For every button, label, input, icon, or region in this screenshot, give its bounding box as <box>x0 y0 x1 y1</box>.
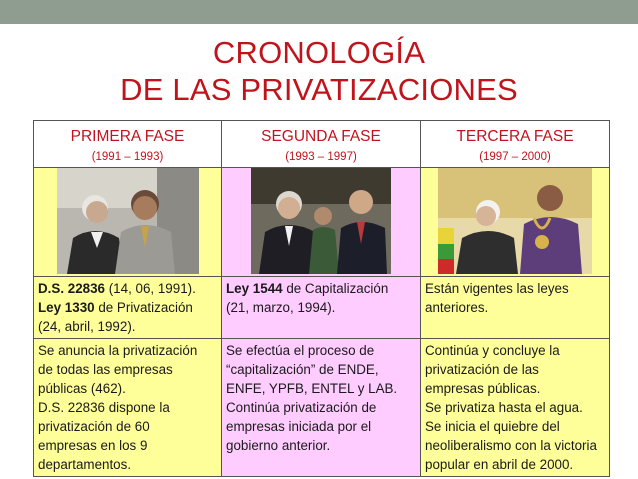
description-line: privatización de las <box>425 362 539 377</box>
decree-line: (24, abril, 1992). <box>38 319 136 334</box>
description-cell-1 <box>34 339 222 477</box>
decree-line <box>38 279 218 298</box>
phase-header-2 <box>222 121 421 168</box>
decree-id: D.S. 22836 <box>38 281 105 296</box>
phase-name: TERCERA FASE <box>456 128 574 145</box>
phase-years: (1997 – 2000) <box>479 151 551 163</box>
law-name: de Privatización <box>94 300 193 315</box>
description-line: D.S. 22836 dispone la <box>38 400 170 415</box>
decree-line: (21, marzo, 1994). <box>226 300 336 315</box>
phase-1-photo <box>57 168 199 274</box>
description-line: Se inicia el quiebre del <box>425 419 560 434</box>
description-line: “capitalización” de ENDE, <box>226 362 379 377</box>
photo-row <box>34 168 610 277</box>
description-line: de todas las empresas <box>38 362 173 377</box>
law-id: Ley 1330 <box>38 300 95 315</box>
description-line: empresas en los 9 <box>38 438 148 453</box>
photo-cell-1 <box>34 168 222 277</box>
photo-cell-2 <box>222 168 421 277</box>
description-line: públicas (462). <box>38 381 126 396</box>
description-cell-2 <box>222 339 421 477</box>
phase-years: (1993 – 1997) <box>285 151 357 163</box>
decree-line: anteriores. <box>425 300 489 315</box>
law-id: Ley 1544 <box>226 281 283 296</box>
chronology-table <box>33 120 610 477</box>
description-line: Continúa privatización de <box>226 400 377 415</box>
photo-cell-3 <box>421 168 610 277</box>
description-line: empresas públicas. <box>425 381 541 396</box>
decree-line: Están vigentes las leyes <box>425 281 569 296</box>
description-line: Se efectúa el proceso de <box>226 343 375 358</box>
description-line: Se anuncia la privatización <box>38 343 198 358</box>
title-line-1: CRONOLOGÍA <box>212 35 426 70</box>
phase-header-1 <box>34 121 222 168</box>
decree-line <box>38 298 218 317</box>
phase-name: PRIMERA FASE <box>70 128 185 145</box>
decree-cell-2 <box>222 277 421 339</box>
slide-title <box>0 34 638 108</box>
decree-line <box>226 279 417 298</box>
phase-3-photo <box>438 168 592 274</box>
description-line: empresas iniciada por el <box>226 419 372 434</box>
phase-name: SEGUNDA FASE <box>261 128 381 145</box>
description-line: ENFE, YPFB, ENTEL y LAB. <box>226 381 398 396</box>
header-row <box>34 121 610 168</box>
phase-2-photo <box>251 168 391 274</box>
top-bar <box>0 0 638 24</box>
description-line: privatización de 60 <box>38 419 150 434</box>
description-line: gobierno anterior. <box>226 438 331 453</box>
description-row <box>34 339 610 477</box>
description-line: popular en abril de 2000. <box>425 457 574 472</box>
description-cell-3 <box>421 339 610 477</box>
decree-cell-1 <box>34 277 222 339</box>
decree-row <box>34 277 610 339</box>
description-line: neoliberalismo con la victoria <box>425 438 597 453</box>
title-line-2: DE LAS PRIVATIZACIONES <box>120 72 518 107</box>
decree-cell-3 <box>421 277 610 339</box>
phase-header-3 <box>421 121 610 168</box>
phase-years: (1991 – 1993) <box>91 151 164 163</box>
decree-date: (14, 06, 1991). <box>105 281 196 296</box>
description-line: Se privatiza hasta el agua. <box>425 400 583 415</box>
description-line: departamentos. <box>38 457 132 472</box>
law-name: de Capitalización <box>282 281 389 296</box>
description-line: Continúa y concluye la <box>425 343 560 358</box>
